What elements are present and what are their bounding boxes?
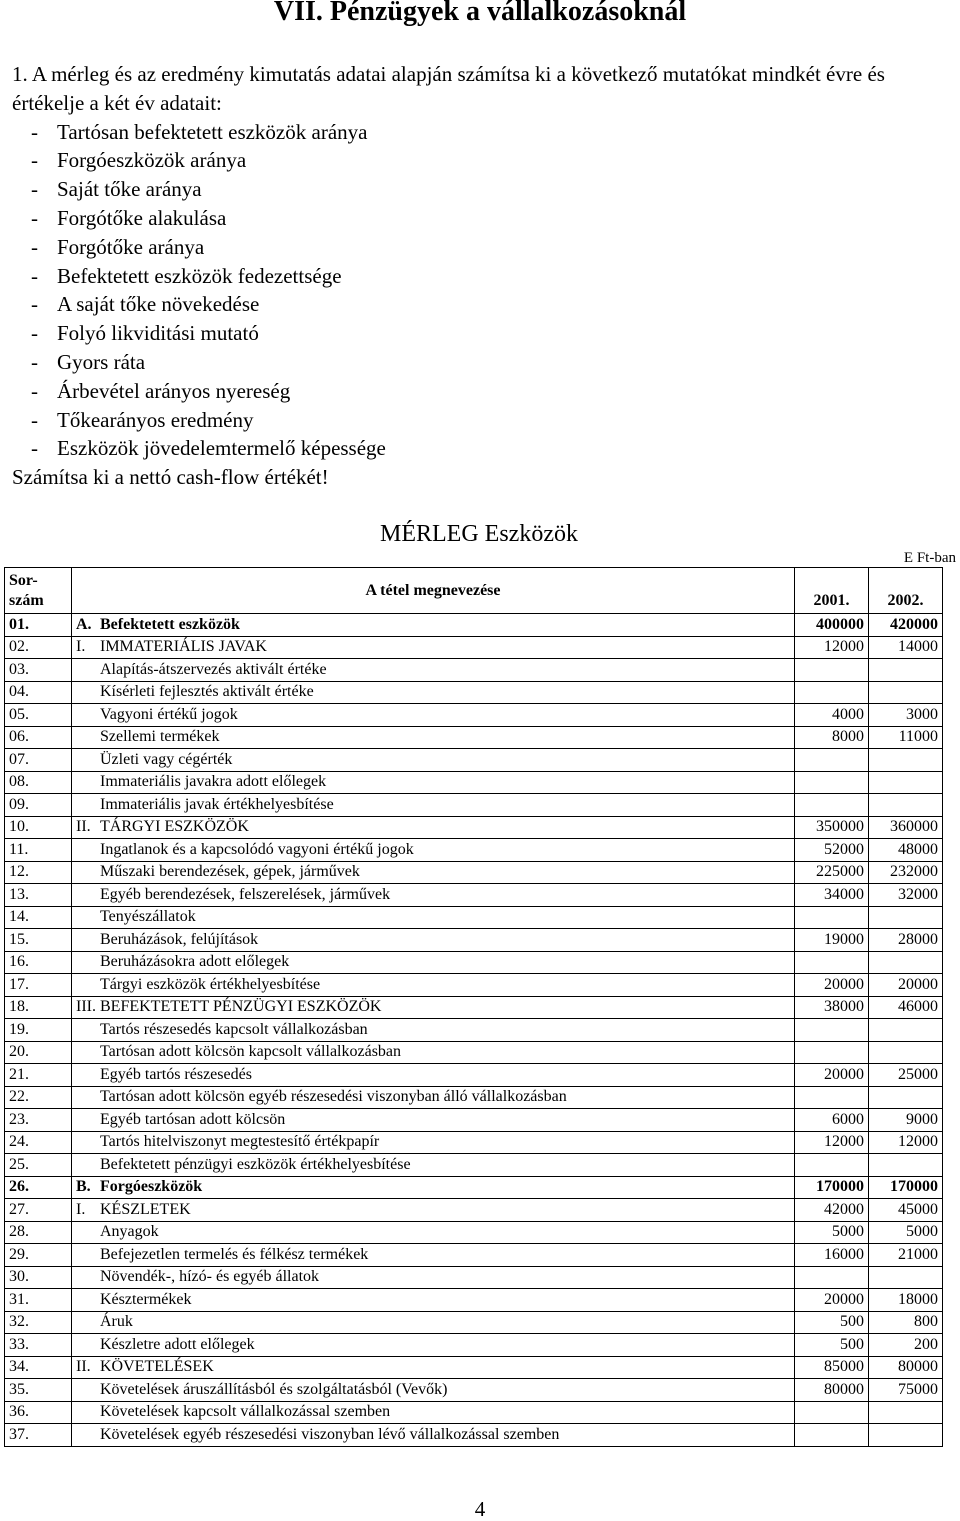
item-name: Tárgyi eszközök értékhelyesbítése [100,975,321,993]
item-name: Követelések áruszállításból és szolgáltatásból (Vevők) [100,1380,448,1398]
item-name-cell [72,1109,795,1132]
table-row [5,794,943,817]
table-row [5,1154,943,1177]
row-number: 02. [5,636,72,659]
item-name: Szellemi termékek [100,728,220,746]
value-2001: 225000 [795,861,869,884]
table-body [5,614,943,1447]
value-2002: 360000 [869,816,943,839]
indicator-label: Folyó likviditási mutató [57,321,259,346]
item-name-cell [72,704,795,727]
value-2002: 28000 [869,929,943,952]
row-number: 08. [5,771,72,794]
indicator-label: Eszközök jövedelemtermelő képessége [57,436,386,461]
table-row [5,1266,943,1289]
value-2001 [795,1041,869,1064]
table-row [5,1176,943,1199]
value-2002: 48000 [869,839,943,862]
row-number: 09. [5,794,72,817]
value-2001: 38000 [795,996,869,1019]
item-name: Tartósan adott kölcsön egyéb részesedési viszonyban álló vállalkozásban [100,1088,567,1106]
table-row [5,1019,943,1042]
value-2002 [869,1041,943,1064]
value-2002: 75000 [869,1379,943,1402]
item-name-cell [72,1266,795,1289]
value-2002: 45000 [869,1199,943,1222]
row-number: 33. [5,1334,72,1357]
item-name-cell [72,1379,795,1402]
item-name: KÉSZLETEK [100,1200,191,1218]
bullet-dash: - [31,292,38,317]
item-name: Befejezetlen termelés és félkész termékek [100,1245,369,1263]
item-name-cell [72,1041,795,1064]
value-2002: 170000 [869,1176,943,1199]
value-2001: 80000 [795,1379,869,1402]
item-name-cell [72,1019,795,1042]
balance-sheet-title: MÉRLEG Eszközök [380,521,578,547]
item-name: Tenyészállatok [100,908,196,926]
row-number: 21. [5,1064,72,1087]
item-name: Alapítás-átszervezés aktivált értéke [100,660,327,678]
row-number: 07. [5,749,72,772]
value-2002 [869,906,943,929]
value-2001: 52000 [795,839,869,862]
page-title: VII. Pénzügyek a vállalkozásoknál [273,0,687,27]
table-row [5,1334,943,1357]
value-2002 [869,681,943,704]
item-name: Késztermékek [100,1290,192,1308]
item-name: Növendék-, hízó- és egyéb állatok [100,1268,320,1286]
item-name-cell [72,884,795,907]
item-name-cell [72,1199,795,1222]
value-2002 [869,794,943,817]
item-name-cell [72,794,795,817]
item-name-cell [72,1221,795,1244]
table-row [5,951,943,974]
value-2002 [869,1424,943,1447]
item-name: Tartós hitelviszonyt megtestesítő értékpapír [100,1133,380,1151]
item-prefix: I. [76,638,86,656]
table-row [5,996,943,1019]
item-name-cell [72,1154,795,1177]
value-2002 [869,1266,943,1289]
row-number: 35. [5,1379,72,1402]
bullet-dash: - [31,234,38,259]
row-number: 28. [5,1221,72,1244]
list-item [12,175,952,204]
value-2002: 3000 [869,704,943,727]
table-row [5,1064,943,1087]
row-number: 12. [5,861,72,884]
item-name-cell [72,749,795,772]
bullet-dash: - [31,205,38,230]
item-name-cell [72,1131,795,1154]
value-2002: 80000 [869,1356,943,1379]
value-2002 [869,951,943,974]
item-name: BEFEKTETETT PÉNZÜGYI ESZKÖZÖK [100,998,382,1016]
item-name-cell [72,861,795,884]
bullet-dash: - [31,119,38,144]
row-number: 34. [5,1356,72,1379]
list-item [12,406,952,435]
value-2001: 6000 [795,1109,869,1132]
header-row-number [5,568,72,614]
list-item [12,348,952,377]
item-name-cell [72,1356,795,1379]
table-row [5,1086,943,1109]
table-row [5,1199,943,1222]
indicator-label: Árbevétel arányos nyereség [57,378,291,403]
table-row [5,1131,943,1154]
item-name: Egyéb tartósan adott kölcsön [100,1110,286,1128]
item-name: Követelések egyéb részesedési viszonyban lévő vállalkozással szemben [100,1425,560,1443]
item-name-cell [72,614,795,637]
balance-sheet-table [4,567,943,1447]
table-row [5,839,943,862]
list-item [12,377,952,406]
value-2002: 420000 [869,614,943,637]
indicator-label: Forgóeszközök aránya [57,148,247,173]
indicator-label: Forgótőke aránya [57,234,205,259]
table-row [5,749,943,772]
table-row [5,1289,943,1312]
value-2001: 400000 [795,614,869,637]
value-2002: 12000 [869,1131,943,1154]
task-outro: Számítsa ki a nettó cash-flow értékét! [12,465,329,490]
item-name: Immateriális javakra adott előlegek [100,773,327,791]
item-name-cell [72,996,795,1019]
value-2001 [795,1154,869,1177]
table-row [5,704,943,727]
item-name-cell [72,929,795,952]
item-name: Ingatlanok és a kapcsolódó vagyoni értékű jogok [100,840,414,858]
value-2002: 32000 [869,884,943,907]
indicator-list [12,118,952,464]
value-2001: 20000 [795,974,869,997]
indicator-label: Tartósan befektetett eszközök aránya [57,119,368,144]
task-description [12,60,952,492]
row-number: 11. [5,839,72,862]
value-2001 [795,1086,869,1109]
value-2001 [795,749,869,772]
row-number: 37. [5,1424,72,1447]
item-name-cell [72,1289,795,1312]
bullet-dash: - [31,436,38,461]
value-2002: 21000 [869,1244,943,1267]
item-name: Tartós részesedés kapcsolt vállalkozásban [100,1020,368,1038]
value-2001: 350000 [795,816,869,839]
table-row [5,1221,943,1244]
value-2001: 5000 [795,1221,869,1244]
unit-label: E Ft-ban [903,550,956,566]
item-prefix: A. [76,615,92,633]
value-2001 [795,681,869,704]
table-row [5,1401,943,1424]
row-number: 26. [5,1176,72,1199]
task-intro: 1. A mérleg és az eredmény kimutatás adatai alapján számítsa ki a következő mutatókat mindkét évre és értékelje a két év adatait: [12,62,885,115]
row-number: 32. [5,1311,72,1334]
bullet-dash: - [31,321,38,346]
row-number: 22. [5,1086,72,1109]
bullet-dash: - [31,148,38,173]
value-2002 [869,1086,943,1109]
value-2001: 42000 [795,1199,869,1222]
value-2002: 200 [869,1334,943,1357]
row-number: 15. [5,929,72,952]
item-name-cell [72,974,795,997]
table-row [5,614,943,637]
indicator-label: Forgótőke alakulása [57,205,227,230]
table-row [5,816,943,839]
table-row [5,1379,943,1402]
value-2001: 20000 [795,1064,869,1087]
table-row [5,1109,943,1132]
item-name: Anyagok [100,1223,159,1241]
item-name: Műszaki berendezések, gépek, járművek [100,863,360,881]
row-number: 23. [5,1109,72,1132]
value-2002: 20000 [869,974,943,997]
value-2001: 34000 [795,884,869,907]
table-row [5,1424,943,1447]
table-row [5,681,943,704]
row-number: 06. [5,726,72,749]
item-name: IMMATERIÁLIS JAVAK [100,638,267,656]
value-2002: 11000 [869,726,943,749]
item-name-cell [72,906,795,929]
value-2001 [795,771,869,794]
item-name-cell [72,1064,795,1087]
row-number: 17. [5,974,72,997]
item-name: Vagyoni értékű jogok [100,705,238,723]
item-name: Tartósan adott kölcsön kapcsolt vállalkozásban [100,1043,402,1061]
item-name: Befektetett pénzügyi eszközök értékhelyesbítése [100,1155,411,1173]
row-number: 01. [5,614,72,637]
list-item [12,434,952,463]
item-name: Készletre adott előlegek [100,1335,255,1353]
item-name-cell [72,771,795,794]
item-name: Követelések kapcsolt vállalkozással szemben [100,1403,391,1421]
value-2001: 8000 [795,726,869,749]
row-number: 14. [5,906,72,929]
value-2001 [795,1019,869,1042]
item-prefix: II. [76,1358,91,1376]
value-2001: 12000 [795,1131,869,1154]
value-2002: 9000 [869,1109,943,1132]
indicator-label: Saját tőke aránya [57,177,202,202]
list-item [12,262,952,291]
header-item-name: A tétel megnevezése [72,568,795,614]
table-row [5,906,943,929]
table-row [5,771,943,794]
value-2001: 16000 [795,1244,869,1267]
item-name: Forgóeszközök [100,1178,203,1196]
bullet-dash: - [31,349,38,374]
value-2002: 25000 [869,1064,943,1087]
item-name: Egyéb tartós részesedés [100,1065,252,1083]
header-year-2001: 2001. [795,568,869,614]
value-2001 [795,951,869,974]
table-header-row [5,568,943,614]
item-name-cell [72,839,795,862]
bullet-dash: - [31,407,38,432]
value-2001: 12000 [795,636,869,659]
row-number: 16. [5,951,72,974]
bullet-dash: - [31,378,38,403]
value-2001 [795,906,869,929]
item-name: TÁRGYI ESZKÖZÖK [100,818,249,836]
row-number: 04. [5,681,72,704]
table-row [5,659,943,682]
item-name-cell [72,1334,795,1357]
item-name-cell [72,659,795,682]
item-name-cell [72,1311,795,1334]
row-number: 13. [5,884,72,907]
item-name-cell [72,1244,795,1267]
table-row [5,861,943,884]
table-row [5,1356,943,1379]
value-2001 [795,1401,869,1424]
list-item [12,319,952,348]
list-item [12,146,952,175]
indicator-label: Befektetett eszközök fedezettsége [57,263,342,288]
value-2001: 500 [795,1334,869,1357]
value-2002: 5000 [869,1221,943,1244]
item-name: Immateriális javak értékhelyesbítése [100,795,334,813]
list-item [12,118,952,147]
item-name-cell [72,951,795,974]
item-name: Kísérleti fejlesztés aktivált értéke [100,683,314,701]
row-number: 05. [5,704,72,727]
item-prefix: III. [76,998,96,1016]
table-row [5,884,943,907]
table-row [5,1041,943,1064]
table-row [5,1311,943,1334]
value-2002: 18000 [869,1289,943,1312]
item-name: KÖVETELÉSEK [100,1358,214,1376]
item-name-cell [72,1086,795,1109]
value-2002: 14000 [869,636,943,659]
item-name: Beruházások, felújítások [100,930,259,948]
value-2002: 800 [869,1311,943,1334]
value-2001 [795,1424,869,1447]
row-number: 29. [5,1244,72,1267]
value-2002 [869,659,943,682]
value-2001: 19000 [795,929,869,952]
row-number: 18. [5,996,72,1019]
item-prefix: I. [76,1200,86,1218]
indicator-label: A saját tőke növekedése [57,292,260,317]
indicator-label: Gyors ráta [57,349,146,374]
table-row [5,1244,943,1267]
item-prefix: II. [76,818,91,836]
bullet-dash: - [31,177,38,202]
row-number: 30. [5,1266,72,1289]
table-row [5,636,943,659]
value-2002: 46000 [869,996,943,1019]
value-2002 [869,1154,943,1177]
item-name: Áruk [100,1313,133,1331]
row-number: 20. [5,1041,72,1064]
value-2001 [795,794,869,817]
item-name-cell [72,1176,795,1199]
item-name-cell [72,1401,795,1424]
row-number: 27. [5,1199,72,1222]
value-2001: 500 [795,1311,869,1334]
row-number: 24. [5,1131,72,1154]
page-number: 4 [474,1497,486,1521]
header-year-2002: 2002. [869,568,943,614]
item-name: Üzleti vagy cégérték [100,750,233,768]
value-2002 [869,749,943,772]
value-2002: 232000 [869,861,943,884]
row-number: 03. [5,659,72,682]
table-row [5,929,943,952]
row-number: 10. [5,816,72,839]
item-prefix: B. [76,1178,91,1196]
item-name-cell [72,1424,795,1447]
item-name-cell [72,681,795,704]
value-2001 [795,1266,869,1289]
value-2001: 4000 [795,704,869,727]
row-number: 19. [5,1019,72,1042]
row-number: 25. [5,1154,72,1177]
value-2001: 20000 [795,1289,869,1312]
item-name: Egyéb berendezések, felszerelések, járművek [100,885,391,903]
table-row [5,974,943,997]
list-item [12,204,952,233]
indicator-label: Tőkearányos eredmény [57,407,254,432]
header-row-number-label: Sor- szám [9,572,44,609]
item-name-cell [72,636,795,659]
item-name: Befektetett eszközök [100,615,240,633]
row-number: 36. [5,1401,72,1424]
table-row [5,726,943,749]
value-2001 [795,659,869,682]
value-2002 [869,771,943,794]
list-item [12,290,952,319]
value-2001: 170000 [795,1176,869,1199]
row-number: 31. [5,1289,72,1312]
item-name-cell [72,816,795,839]
list-item [12,233,952,262]
bullet-dash: - [31,263,38,288]
item-name: Beruházásokra adott előlegek [100,953,290,971]
value-2002 [869,1019,943,1042]
value-2002 [869,1401,943,1424]
value-2001: 85000 [795,1356,869,1379]
item-name-cell [72,726,795,749]
